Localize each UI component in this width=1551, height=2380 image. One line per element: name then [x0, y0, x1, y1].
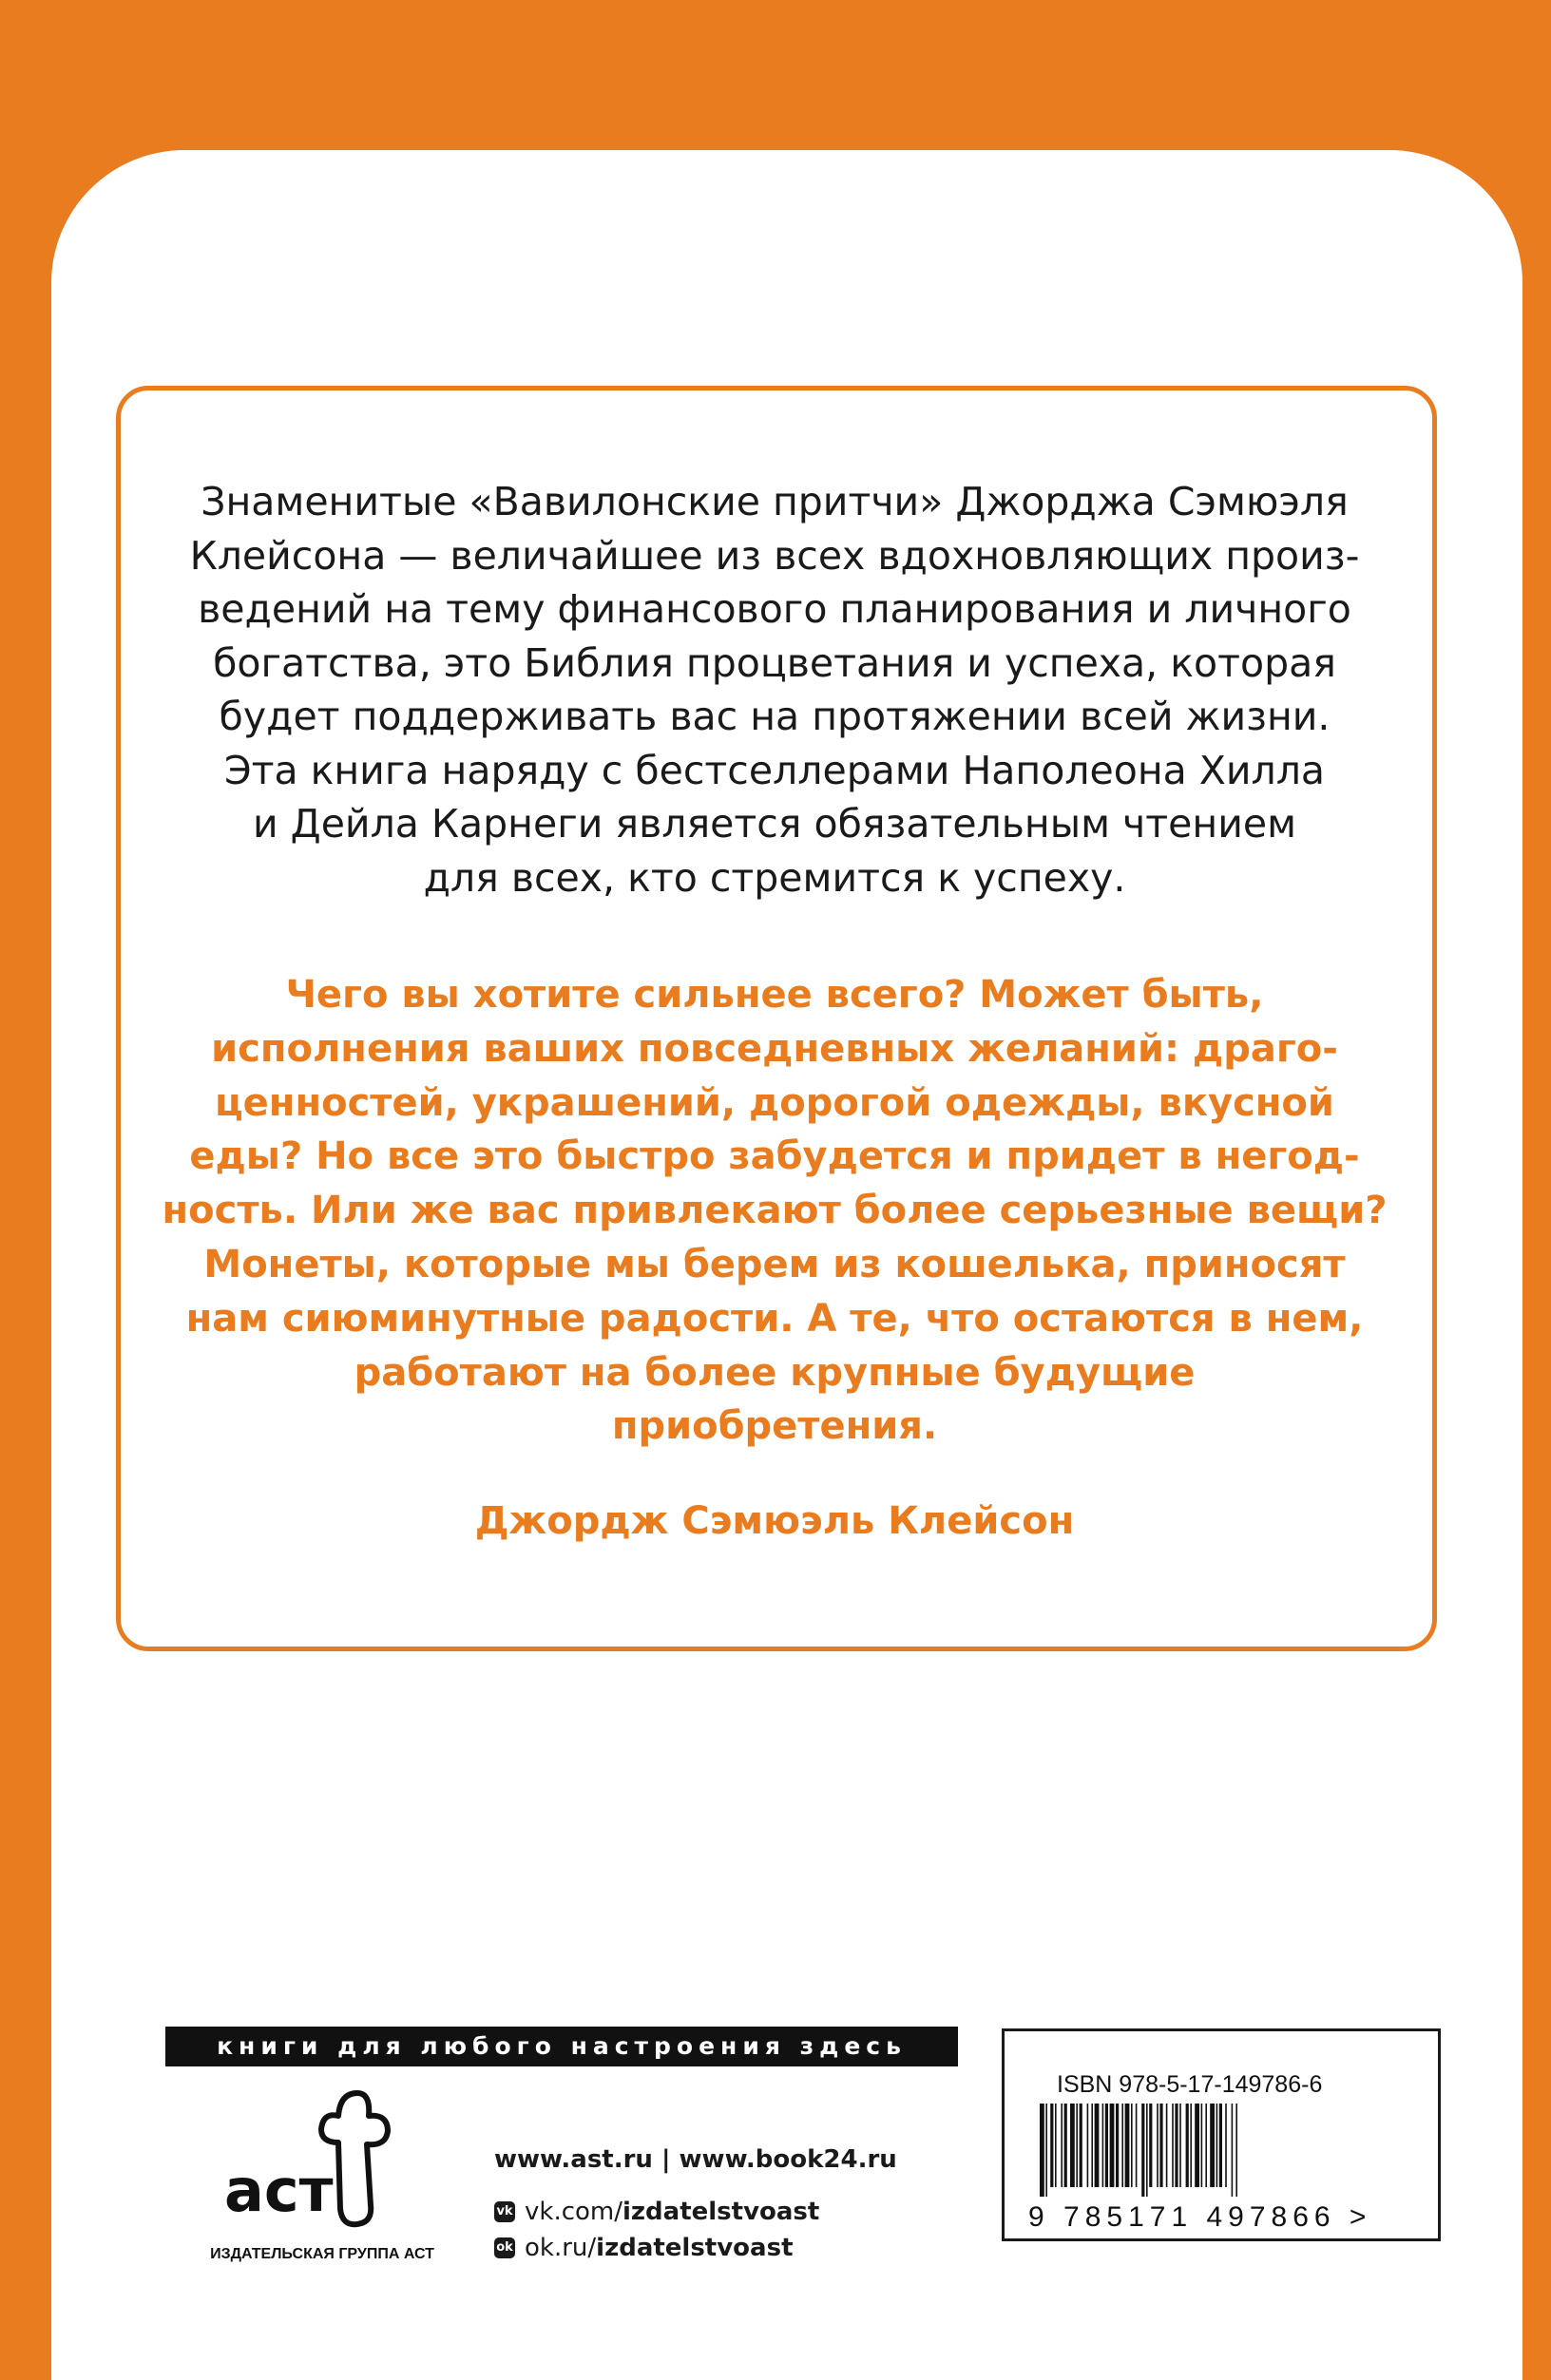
- quote-author: Джордж Сэмюэль Клейсон: [474, 1499, 1075, 1543]
- barcode-bar: [1225, 2104, 1227, 2187]
- websites[interactable]: www.ast.ru | www.book24.ru: [494, 2145, 897, 2174]
- tagline-bar: книги для любого настроения здесь: [165, 2027, 958, 2066]
- barcode-bar: [1110, 2104, 1115, 2187]
- intro-line: Эта книга наряду с бестселлерами Наполеона Хилла: [223, 747, 1326, 793]
- quote-line: еды? Но все это быстро забудется и придет в негод-: [189, 1134, 1360, 1179]
- barcode-bar: [1195, 2104, 1199, 2187]
- barcode-bar: [1064, 2104, 1067, 2187]
- barcode-bar: [1210, 2104, 1215, 2187]
- intro-line: богатства, это Библия процветания и успеха, которая: [213, 639, 1336, 686]
- barcode-bar: [1061, 2104, 1063, 2187]
- barcode-bar: [1045, 2104, 1047, 2197]
- barcode: [1036, 2104, 1397, 2197]
- intro-line: Клейсона — величайшее из всех вдохновляющих произ-: [189, 532, 1360, 579]
- vk-link[interactable]: [494, 2198, 819, 2226]
- ast-logo-text: аст: [224, 2156, 334, 2225]
- publisher-name: ИЗДАТЕЛЬСКАЯ ГРУППА АСТ: [210, 2246, 434, 2262]
- barcode-bar: [1125, 2104, 1130, 2187]
- barcode-bar: [1166, 2104, 1168, 2187]
- barcode-bar: [1159, 2104, 1162, 2187]
- quote-line: Монеты, которые мы берем из кошелька, приносят: [203, 1242, 1346, 1286]
- quote-line: нам сиюминутные радости. А те, что остаются в нем,: [185, 1296, 1364, 1341]
- ok-icon: ok: [494, 2237, 515, 2258]
- intro-line: для всех, кто стремится к успеху.: [423, 854, 1126, 901]
- ok-prefix: ok.ru/: [525, 2234, 597, 2262]
- barcode-bar: [1131, 2104, 1133, 2187]
- barcode-bar: [1146, 2104, 1148, 2197]
- intro-line: и Дейла Карнеги является обязательным чтением: [252, 801, 1296, 847]
- vk-prefix: vk.com/: [525, 2198, 622, 2226]
- barcode-bar: [1201, 2104, 1203, 2187]
- quote-line: ценностей, украшений, дорогой одежды, вкусной: [215, 1080, 1334, 1125]
- barcode-bar: [1216, 2104, 1218, 2187]
- barcode-bar: [1055, 2104, 1057, 2187]
- barcode-bar: [1141, 2104, 1144, 2197]
- barcode-bar: [1149, 2104, 1152, 2187]
- intro-paragraph: [162, 475, 1388, 904]
- intro-line: будет поддерживать вас на протяжении всей жизни.: [219, 694, 1331, 739]
- barcode-bar: [1116, 2104, 1119, 2187]
- barcode-bar: [1105, 2104, 1108, 2187]
- barcode-bar: [1070, 2104, 1075, 2187]
- quote-line: работают на более крупные будущие: [354, 1350, 1196, 1395]
- intro-line: Знаменитые «Вавилонские притчи» Джорджа Сэмюэля: [201, 479, 1349, 524]
- barcode-bar: [1121, 2104, 1123, 2187]
- barcode-bar: [1179, 2104, 1181, 2187]
- vk-handle: izdatelstvoast: [622, 2198, 820, 2226]
- quote-line: Чего вы хотите сильнее всего? Может быть,: [285, 973, 1264, 1017]
- barcode-bar: [1235, 2104, 1237, 2197]
- barcode-bar: [1102, 2104, 1104, 2187]
- ok-link[interactable]: [494, 2234, 794, 2262]
- barcode-bar: [1172, 2104, 1174, 2187]
- ok-handle: izdatelstvoast: [596, 2234, 794, 2262]
- barcode-bar: [1190, 2104, 1192, 2187]
- barcode-bar: [1186, 2104, 1189, 2187]
- quote-line: приобретения.: [611, 1404, 938, 1449]
- barcode-bar: [1157, 2104, 1158, 2187]
- barcode-bar: [1080, 2104, 1082, 2187]
- barcode-bar: [1136, 2104, 1138, 2187]
- quote-line: ность. Или же вас привлекают более серьезные вещи?: [162, 1189, 1388, 1233]
- barcode-bar: [1175, 2104, 1178, 2187]
- barcode-bar: [1087, 2104, 1089, 2187]
- ast-logo: [215, 2085, 424, 2237]
- barcode-bar: [1205, 2104, 1207, 2187]
- barcode-bar: [1050, 2104, 1053, 2187]
- barcode-bar: [1091, 2104, 1093, 2187]
- barcode-bar: [1040, 2104, 1044, 2197]
- quote-line: исполнения ваших повседневных желаний: драго-: [211, 1026, 1338, 1071]
- barcode-bar: [1219, 2104, 1222, 2187]
- vk-icon: vk: [494, 2201, 515, 2222]
- barcode-bar: [1076, 2104, 1078, 2187]
- intro-line: ведений на тему финансового планирования и личного: [198, 586, 1351, 632]
- quote-paragraph: [162, 968, 1388, 1454]
- barcode-bar: [1232, 2104, 1234, 2197]
- barcode-bar: [1095, 2104, 1100, 2187]
- isbn-text: ISBN 978-5-17-149786-6: [1057, 2071, 1323, 2098]
- barcode-digits: 9 785171 497866 >: [1028, 2201, 1372, 2233]
